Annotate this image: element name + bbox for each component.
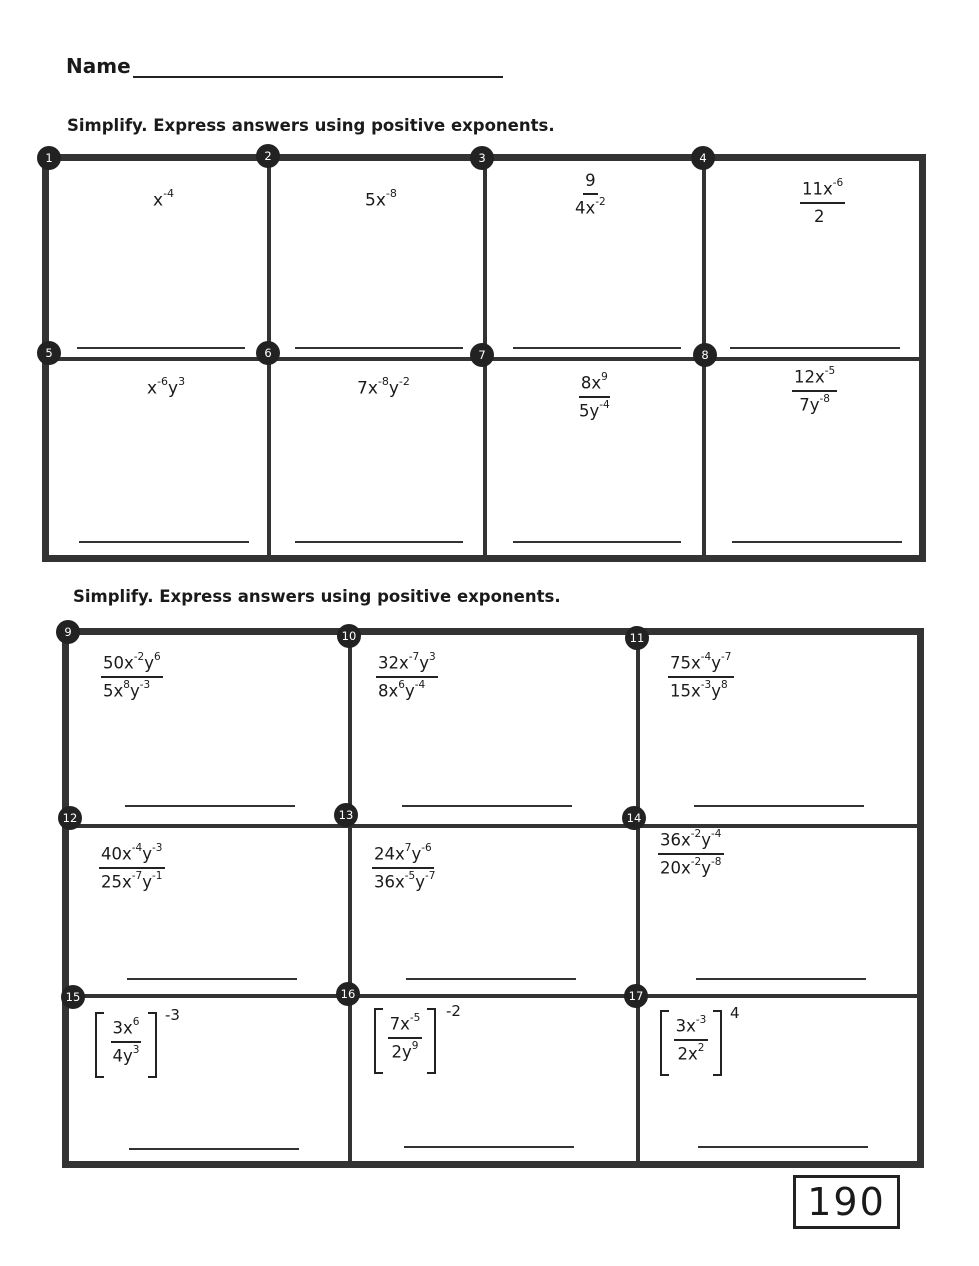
problem-1-cell <box>49 161 271 361</box>
problem-2-cell <box>271 161 487 361</box>
problem-14-fraction: $\frac{36x^{-2}y^{-4}}{20x^{-2}y^{-8}}$ <box>660 828 722 877</box>
problem-14-number-badge: 14 <box>622 806 646 830</box>
problem-7-fraction: $\frac{8x^9}{5y^{-4}}$ <box>579 371 610 420</box>
problem-17-cell <box>640 998 924 1168</box>
problem-5-number-badge: 5 <box>37 341 61 365</box>
problem-8-answer-line[interactable] <box>732 541 902 543</box>
problem-6-cell <box>271 361 487 562</box>
problem-4-fraction: $\frac{11x^{-6}}{2}$ <box>802 177 844 226</box>
problem-1-number-badge: 1 <box>37 146 61 170</box>
problem-13-fraction: $\frac{24x^7y^{-6}}{36x^{-5}y^{-7}}$ <box>374 842 436 891</box>
problem-9-answer-line[interactable] <box>125 805 295 807</box>
problem-10-cell <box>352 635 640 828</box>
problem-2-expression: $5x^{-8}$ <box>365 187 397 211</box>
problem-16-answer-line[interactable] <box>404 1146 574 1148</box>
problem-6-expression: $7x^{-8}y^{-2}$ <box>357 375 410 399</box>
problem-4-answer-line[interactable] <box>730 347 900 349</box>
problem-15-number-badge: 15 <box>61 985 85 1009</box>
problem-10-fraction: $\frac{32x^{-7}y^3}{8x^6y^{-4}}$ <box>378 651 436 700</box>
name-answer-line[interactable] <box>133 76 503 78</box>
problem-10-number-badge: 10 <box>337 624 361 648</box>
problem-1-expression: $x^{-4}$ <box>153 187 175 211</box>
problem-11-fraction: $\frac{75x^{-4}y^{-7}}{15x^{-3}y^8}$ <box>670 651 732 700</box>
problem-9-number-badge: 9 <box>56 620 80 644</box>
problem-14-answer-line[interactable] <box>696 978 866 980</box>
problem-12-number-badge: 12 <box>58 806 82 830</box>
problem-16-power: -2 <box>446 1002 461 1020</box>
problem-9-cell <box>69 635 352 828</box>
problem-7-number-badge: 7 <box>470 343 494 367</box>
problem-16-cell <box>352 998 640 1168</box>
problem-6-answer-line[interactable] <box>295 541 463 543</box>
problem-12-answer-line[interactable] <box>127 978 297 980</box>
problem-3-fraction: $\frac{9}{4x^{-2}}$ <box>575 171 606 218</box>
problem-15-power: -3 <box>165 1006 180 1024</box>
problem-10-answer-line[interactable] <box>402 805 572 807</box>
problem-12-fraction: $\frac{40x^{-4}y^{-3}}{25x^{-7}y^{-1}}$ <box>101 842 163 891</box>
problem-3-number-badge: 3 <box>470 146 494 170</box>
problem-12-cell <box>69 828 352 998</box>
problem-3-cell <box>487 161 706 361</box>
problem-17-number-badge: 17 <box>624 984 648 1008</box>
problem-13-number-badge: 13 <box>334 803 358 827</box>
problem-16-number-badge: 16 <box>336 982 360 1006</box>
problem-4-number-badge: 4 <box>691 146 715 170</box>
problem-8-number-badge: 8 <box>693 343 717 367</box>
name-label: Name <box>66 54 131 78</box>
problem-11-answer-line[interactable] <box>694 805 864 807</box>
problem-15-bracket: $\frac{3x^6}{4y^3}$ <box>95 1012 157 1076</box>
problem-3-answer-line[interactable] <box>513 347 681 349</box>
problem-15-answer-line[interactable] <box>129 1148 299 1150</box>
problem-4-cell <box>706 161 926 361</box>
problem-7-answer-line[interactable] <box>513 541 681 543</box>
problem-15-cell <box>69 998 352 1168</box>
problem-11-cell <box>640 635 924 828</box>
problem-17-bracket: $\frac{3x^{-3}}{2x^2}$ <box>660 1010 722 1074</box>
problem-5-cell <box>49 361 271 562</box>
problem-1-answer-line[interactable] <box>77 347 245 349</box>
section1-instruction: Simplify. Express answers using positive exponents. <box>67 116 555 135</box>
problem-9-fraction: $\frac{50x^{-2}y^6}{5x^8y^{-3}}$ <box>103 651 161 700</box>
section2-grid <box>62 628 924 1168</box>
problem-14-cell <box>640 828 924 998</box>
problem-5-answer-line[interactable] <box>79 541 249 543</box>
problem-11-number-badge: 11 <box>625 626 649 650</box>
section2-instruction: Simplify. Express answers using positive exponents. <box>73 587 561 606</box>
problem-17-power: 4 <box>730 1004 740 1022</box>
problem-5-expression: $x^{-6}y^3$ <box>147 375 186 399</box>
problem-7-cell <box>487 361 706 562</box>
problem-8-cell <box>706 361 926 562</box>
problem-16-bracket: $\frac{7x^{-5}}{2y^9}$ <box>374 1008 436 1072</box>
problem-2-number-badge: 2 <box>256 144 280 168</box>
problem-13-answer-line[interactable] <box>406 978 576 980</box>
problem-6-number-badge: 6 <box>256 341 280 365</box>
problem-13-cell <box>352 828 640 998</box>
problem-17-answer-line[interactable] <box>698 1146 868 1148</box>
problem-2-answer-line[interactable] <box>295 347 463 349</box>
problem-8-fraction: $\frac{12x^{-5}}{7y^{-8}}$ <box>794 365 836 414</box>
page-number-box: 190 <box>793 1175 900 1229</box>
